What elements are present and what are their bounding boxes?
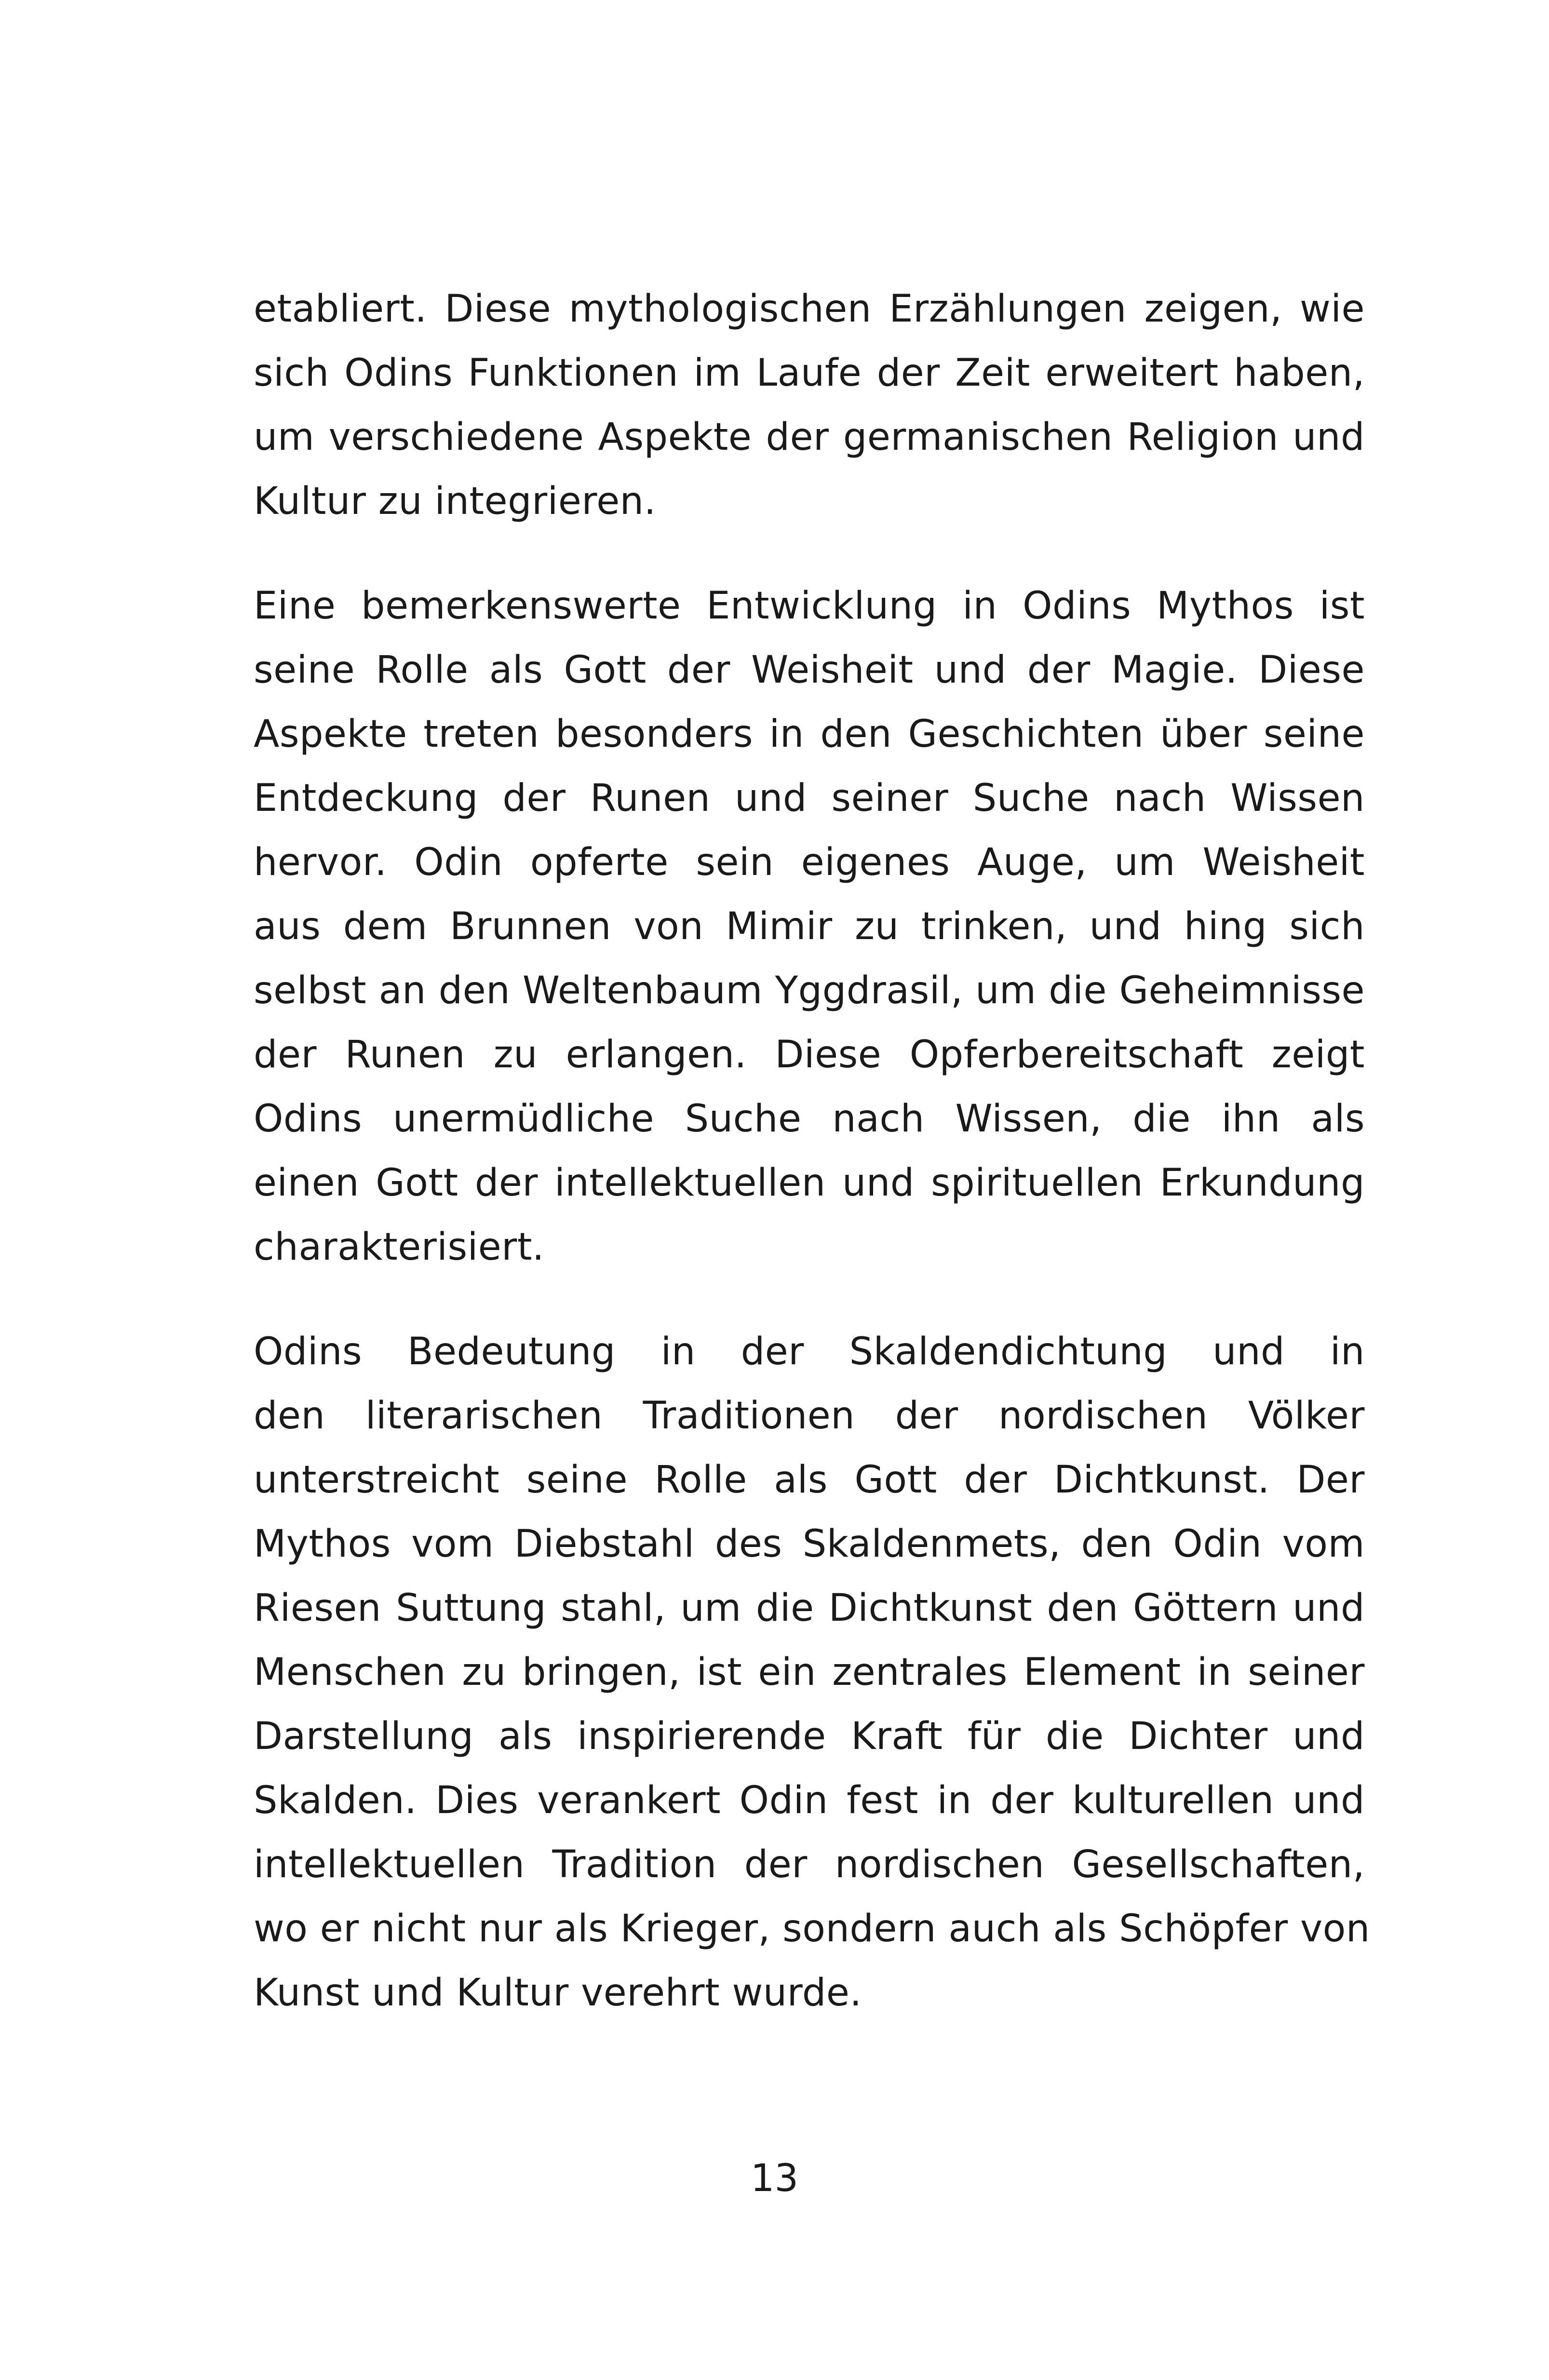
text-line: unterstreicht seine Rolle als Gott der Dichtkunst. Der <box>254 1458 1365 1502</box>
text-line: den literarischen Traditionen der nordischen Völker <box>254 1394 1365 1438</box>
text-line: wo er nicht nur als Krieger, sondern auch als Schöpfer von <box>254 1907 1370 1950</box>
text-line: der Runen zu erlangen. Diese Opferbereitschaft zeigt <box>254 1033 1365 1076</box>
text-line: aus dem Brunnen von Mimir zu trinken, und hing sich <box>254 905 1365 948</box>
text-line: Eine bemerkenswerte Entwicklung in Odins Mythos ist <box>254 584 1365 628</box>
paragraph-2 <box>254 574 1365 1279</box>
text-line: einen Gott der intellektuellen und spirituellen Erkundung <box>254 1161 1365 1205</box>
text-line: Entdeckung der Runen und seiner Suche nach Wissen <box>254 777 1365 820</box>
text-line: selbst an den Weltenbaum Yggdrasil, um die Geheimnisse <box>254 969 1365 1012</box>
text-line: Aspekte treten besonders in den Geschichten über seine <box>254 713 1365 756</box>
text-line: hervor. Odin opferte sein eigenes Auge, um Weisheit <box>254 841 1365 884</box>
text-line: um verschiedene Aspekte der germanischen Religion und <box>254 416 1365 459</box>
text-line: intellektuellen Tradition der nordischen Gesellschaften, <box>254 1843 1365 1886</box>
text-line: charakterisiert. <box>254 1225 545 1269</box>
text-line: Kultur zu integrieren. <box>254 480 656 523</box>
text-line: Darstellung als inspirierende Kraft für die Dichter und <box>254 1715 1365 1758</box>
text-line: sich Odins Funktionen im Laufe der Zeit erweitert haben, <box>254 351 1365 395</box>
text-line: Odins unermüdliche Suche nach Wissen, die ihn als <box>254 1097 1365 1141</box>
text-line: Mythos vom Diebstahl des Skaldenmets, den Odin vom <box>254 1522 1365 1566</box>
paragraph-3 <box>254 1320 1370 2025</box>
text-line: Kunst und Kultur verehrt wurde. <box>254 1971 862 2015</box>
text-line: Menschen zu bringen, ist ein zentrales Element in seiner <box>254 1651 1365 1694</box>
text-line: seine Rolle als Gott der Weisheit und der Magie. Diese <box>254 648 1365 692</box>
page-number: 13 <box>750 2157 799 2200</box>
text-line: Odins Bedeutung in der Skaldendichtung und in <box>254 1330 1365 1373</box>
text-line: Skalden. Dies verankert Odin fest in der kulturellen und <box>254 1779 1365 1822</box>
paragraph-1 <box>254 277 1365 534</box>
text-line: etabliert. Diese mythologischen Erzählungen zeigen, wie <box>254 287 1365 331</box>
body-text <box>254 277 1370 2025</box>
text-line: Riesen Suttung stahl, um die Dichtkunst den Göttern und <box>254 1587 1365 1630</box>
